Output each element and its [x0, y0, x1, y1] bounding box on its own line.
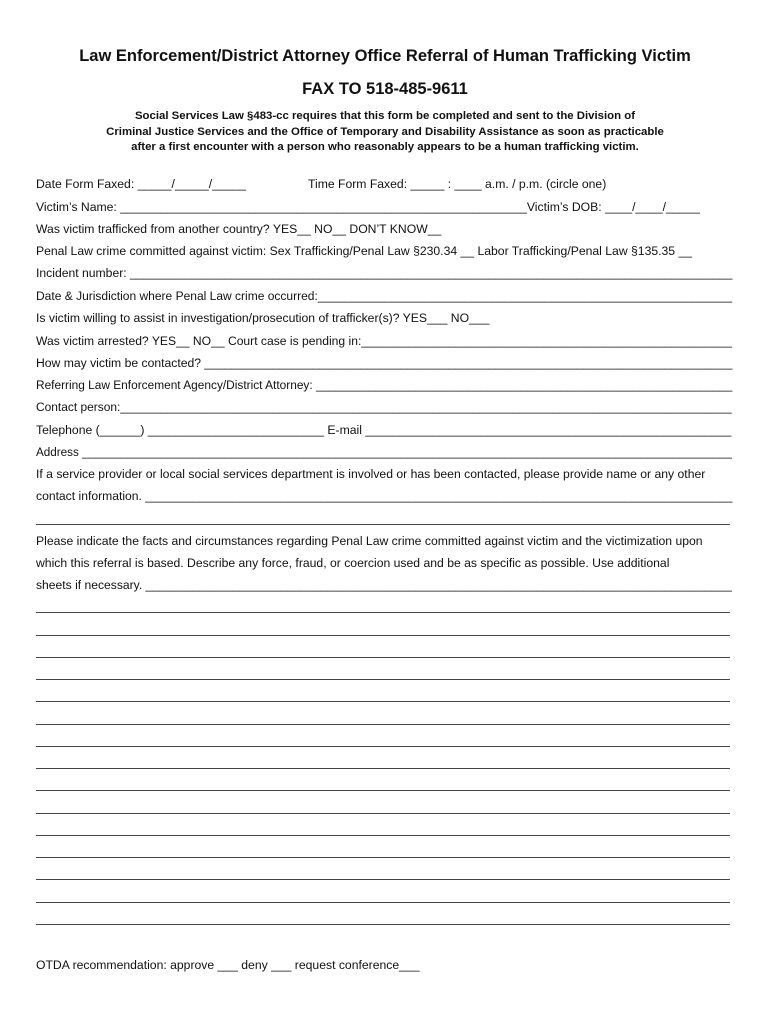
- intro-line-2: Criminal Justice Services and the Office of Temporary and Disability Assistance as soon as practicable: [106, 125, 664, 138]
- date-faxed-field[interactable]: Date Form Faxed: _____/_____/_____: [36, 177, 247, 191]
- facts-line[interactable]: [36, 724, 730, 725]
- willing-assist-field[interactable]: Is victim willing to assist in investigation/prosecution of trafficker(s)? YES___ NO___: [36, 311, 490, 325]
- facts-line[interactable]: [36, 924, 730, 925]
- facts-line[interactable]: [36, 657, 730, 658]
- fax-number: FAX TO 518-485-9611: [302, 80, 468, 98]
- provider-contact-field[interactable]: contact information. _______________________________________________________________________________________: [36, 489, 733, 503]
- penal-crime-field[interactable]: Penal Law crime committed against victim: Sex Trafficking/Penal Law §230.34 __ Labor Trafficking/Penal Law §135.35 __: [36, 244, 693, 258]
- facts-line[interactable]: [36, 701, 730, 702]
- intro-line-1: Social Services Law §483-cc requires that this form be completed and sent to the Division of: [134, 110, 636, 122]
- contact-method-field[interactable]: How may victim be contacted? ______________________________________________________________________________: [36, 356, 733, 370]
- facts-line[interactable]: [36, 813, 730, 814]
- facts-text-1: Please indicate the facts and circumstances regarding Penal Law crime committed against victim and the victimization upon: [36, 534, 703, 548]
- facts-line[interactable]: [36, 790, 730, 791]
- time-faxed-field[interactable]: Time Form Faxed: _____ : ____ a.m. / p.m. (circle one): [308, 177, 607, 191]
- form-title: Law Enforcement/District Attorney Office Referral of Human Trafficking Victim: [79, 47, 691, 65]
- provider-text-1: If a service provider or local social services department is involved or has been contacted, please provide name or any other: [36, 467, 706, 481]
- otda-recommendation-field[interactable]: OTDA recommendation: approve ___ deny ___ request conference___: [36, 958, 420, 972]
- facts-line[interactable]: [36, 635, 730, 636]
- referring-agency-field[interactable]: Referring Law Enforcement Agency/District Attorney: _______________________________________________________________: [36, 378, 733, 392]
- facts-field[interactable]: sheets if necessary. _______________________________________________________________________________________: [36, 578, 732, 592]
- facts-line[interactable]: [36, 902, 730, 903]
- intro-line-3: after a first encounter with a person who reasonably appears to be a human trafficking victim.: [131, 141, 639, 153]
- facts-line[interactable]: [36, 835, 730, 836]
- address-field[interactable]: Address ____________________________________________________________________________________________________: [36, 445, 732, 459]
- victim-name-field[interactable]: Victim’s Name: ____________________________________________________________Victim’s DOB: ____/____/_____: [36, 200, 700, 214]
- facts-text-2: which this referral is based. Describe any force, fraud, or coercion used and be as specific as possible. Use additional: [36, 556, 670, 570]
- telephone-email-field[interactable]: Telephone (______) __________________________ E-mail ______________________________________________________: [36, 423, 732, 437]
- date-jurisdiction-field[interactable]: Date & Jurisdiction where Penal Law crime occurred:______________________________________________________________: [36, 289, 733, 303]
- provider-extra-line[interactable]: [36, 524, 730, 525]
- contact-person-field[interactable]: Contact person:____________________________________________________________________________________________: [36, 400, 732, 414]
- facts-line[interactable]: [36, 879, 730, 880]
- facts-line[interactable]: [36, 857, 730, 858]
- arrested-field[interactable]: Was victim arrested? YES__ NO__ Court case is pending in:_______________________________________________________: [36, 334, 732, 348]
- facts-line[interactable]: [36, 746, 730, 747]
- trafficked-country-field[interactable]: Was victim trafficked from another country? YES__ NO__ DON’T KNOW__: [36, 222, 442, 236]
- incident-number-field[interactable]: Incident number: _________________________________________________________________________________________: [36, 266, 733, 280]
- facts-line[interactable]: [36, 768, 730, 769]
- facts-line[interactable]: [36, 612, 730, 613]
- facts-line[interactable]: [36, 679, 730, 680]
